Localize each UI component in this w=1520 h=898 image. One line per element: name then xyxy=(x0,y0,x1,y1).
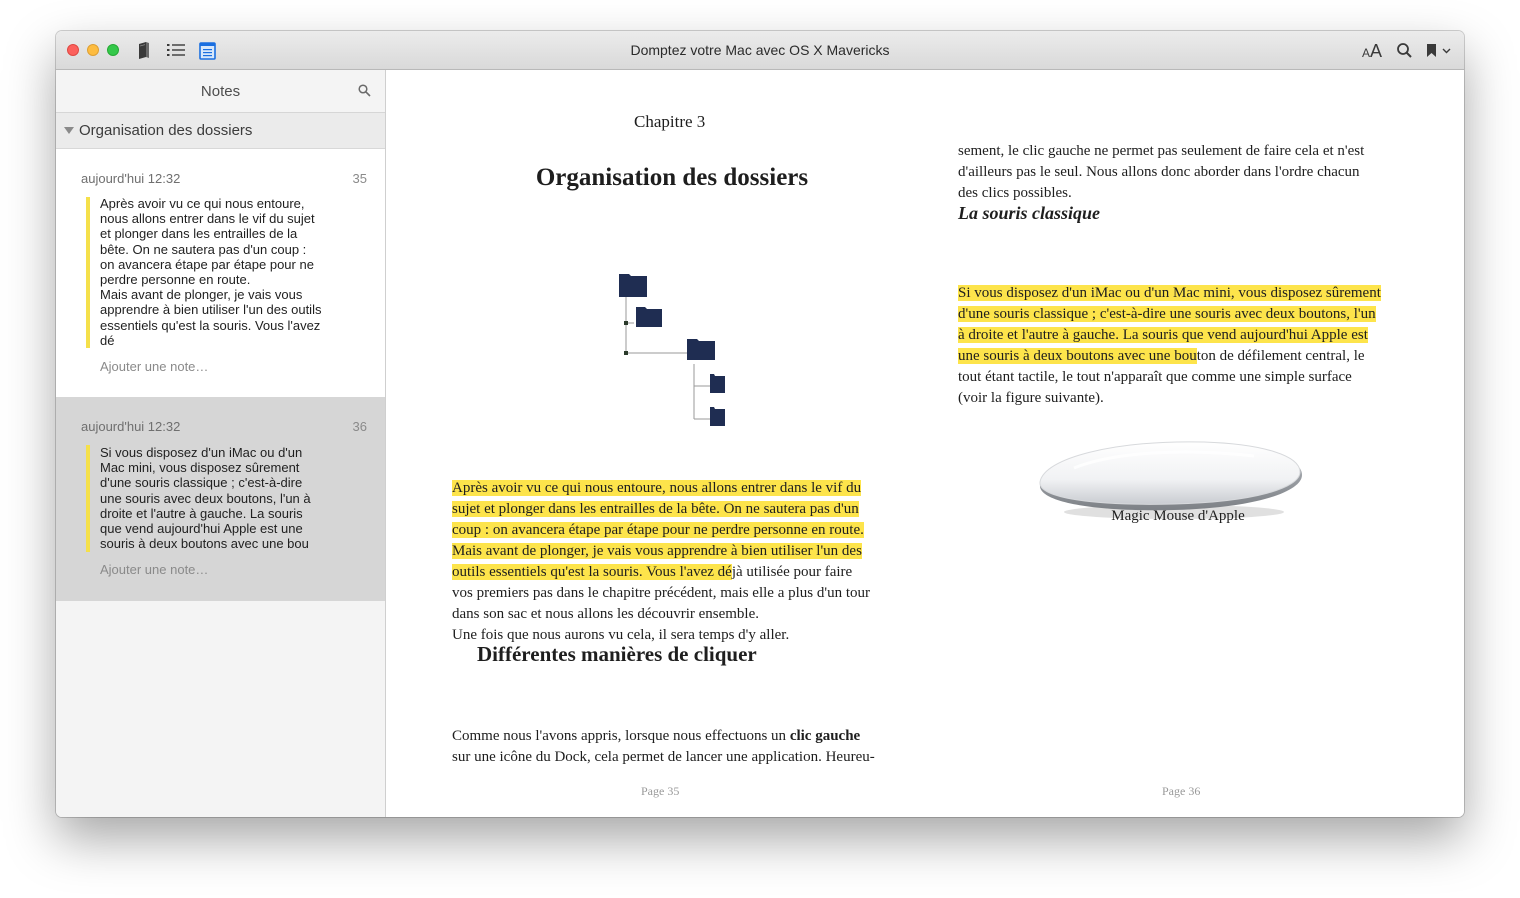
note-line: Mais avant de plonger, je vais vous xyxy=(100,287,303,303)
folder-icon xyxy=(710,407,725,426)
page-number-left: Page 35 xyxy=(641,784,680,798)
sidebar-title: Notes xyxy=(200,83,241,100)
figure-caption: Magic Mouse d'Apple xyxy=(1111,508,1245,524)
note-line: Mac mini, vous disposez sûrement xyxy=(100,460,300,476)
note-line: Si vous disposez d'un iMac ou d'un xyxy=(100,445,303,460)
highlighted-text[interactable]: Après avoir vu ce qui nous entoure, nous allons entrer dans le vif du xyxy=(452,480,862,496)
text-line xyxy=(452,520,892,541)
notes-sidebar xyxy=(56,70,386,817)
note-line: essentiels qu'est la souris. Vous l'avez xyxy=(100,317,321,333)
highlighted-text[interactable]: outils essentiels qu'est la souris. Vous l'avez dé xyxy=(452,564,732,580)
note-line: on avancera étape par étape pour ne xyxy=(100,256,314,272)
chevron-down-icon[interactable] xyxy=(1442,48,1451,54)
chapter-intro-paragraph xyxy=(452,478,892,646)
add-note-field[interactable]: Ajouter une note… xyxy=(100,562,209,577)
search-icon[interactable] xyxy=(1396,42,1413,59)
note-line: et plonger dans les entrailles de la xyxy=(100,226,298,242)
subsection-heading: La souris classique xyxy=(958,203,1101,223)
mouse-paragraph xyxy=(958,283,1398,409)
book-content xyxy=(386,70,1464,817)
note-line: perdre personne en route. xyxy=(100,272,251,288)
highlight-marker xyxy=(86,445,90,552)
disclosure-triangle-icon[interactable] xyxy=(64,127,74,134)
body-paragraph xyxy=(452,726,892,768)
text-span: (voir la figure suivante). xyxy=(958,390,1104,406)
text-line: d'ailleurs pas le seul. Nous allons donc aborder dans l'ordre chacun xyxy=(958,164,1360,180)
app-window xyxy=(56,31,1464,817)
continued-paragraph xyxy=(958,141,1398,204)
font-size-large-label: A xyxy=(1370,41,1383,61)
note-page-number: 36 xyxy=(352,419,367,434)
note-page-number: 35 xyxy=(352,171,367,186)
text-line xyxy=(452,726,892,747)
text-line xyxy=(452,541,892,562)
section-header[interactable] xyxy=(56,113,385,149)
text-span: jà utilisée pour faire xyxy=(731,564,853,580)
text-span: tout étant tactile, le tout n'apparaît que comme une simple surface xyxy=(958,369,1352,385)
note-line: dé xyxy=(100,332,115,348)
folder-tree-figure xyxy=(616,266,726,426)
text-line: des clics possibles. xyxy=(958,185,1072,201)
text-line xyxy=(958,388,1398,409)
text-line xyxy=(958,346,1398,367)
font-size-small-label: A xyxy=(1362,46,1371,60)
bold-term: clic gauche xyxy=(789,728,861,744)
folder-icon xyxy=(636,307,662,327)
note-line: nous allons entrer dans le vif du sujet xyxy=(100,211,315,227)
note-line: souris à deux boutons avec une bou xyxy=(100,536,309,552)
text-line xyxy=(958,325,1398,346)
folder-icon xyxy=(710,374,725,393)
title-bar xyxy=(56,31,1464,70)
folder-icon xyxy=(687,339,715,360)
chapter-label: Chapitre 3 xyxy=(634,112,706,131)
sidebar-search-icon[interactable] xyxy=(358,84,371,97)
window-title: Domptez votre Mac avec OS X Mavericks xyxy=(630,42,890,58)
highlighted-text[interactable]: à droite et l'autre à gauche. La souris que vend aujourd'hui Apple est xyxy=(958,327,1368,343)
text-span: Une fois que nous aurons vu cela, il sera temps d'y aller. xyxy=(452,627,790,643)
note-line: Après avoir vu ce qui nous entoure, xyxy=(100,196,305,211)
sidebar-header xyxy=(56,70,385,113)
text-line xyxy=(452,499,892,520)
text-line xyxy=(958,367,1398,388)
text-span: Comme nous l'avons appris, lorsque nous effectuons un xyxy=(452,728,790,744)
section-title: Organisation des dossiers xyxy=(79,122,253,139)
page-number-right: Page 36 xyxy=(1162,784,1201,798)
note-line: d'une souris classique ; c'est-à-dire xyxy=(100,475,303,491)
note-date: aujourd'hui 12:32 xyxy=(81,171,181,186)
note-date: aujourd'hui 12:32 xyxy=(81,419,181,434)
text-line xyxy=(958,304,1398,325)
highlighted-text[interactable]: Mais avant de plonger, je vais vous apprendre à bien utiliser l'un des xyxy=(452,543,862,559)
highlighted-text[interactable]: sujet et plonger dans les entrailles de la bête. On ne sautera pas d'un xyxy=(452,501,859,517)
text-line xyxy=(958,283,1398,304)
text-span: dans son sac et nous allons les découvrir ensemble. xyxy=(452,606,760,622)
note-item[interactable] xyxy=(56,397,385,601)
note-line: bête. On ne sautera pas d'un coup : xyxy=(100,241,307,257)
font-size-icon[interactable] xyxy=(1362,41,1382,61)
note-quote xyxy=(100,196,332,348)
note-line: que vend aujourd'hui Apple est une xyxy=(100,521,303,537)
text-line xyxy=(452,583,892,604)
folder-icon xyxy=(619,274,647,297)
text-line: sur une icône du Dock, cela permet de lancer une application. Heureu- xyxy=(452,749,875,765)
text-line xyxy=(452,562,892,583)
note-line: une souris avec deux boutons, l'un à xyxy=(100,490,311,506)
text-span: ton de défilement central, le xyxy=(1196,348,1365,364)
add-note-field[interactable]: Ajouter une note… xyxy=(100,359,209,374)
note-quote xyxy=(100,445,332,551)
section-heading: Différentes manières de cliquer xyxy=(477,642,757,666)
chapter-heading: Organisation des dossiers xyxy=(535,164,809,191)
note-line: droite et l'autre à gauche. La souris xyxy=(100,505,303,521)
text-line xyxy=(452,478,892,499)
text-span: vos premiers pas dans le chapitre précédent, mais elle a plus d'un tour xyxy=(452,585,870,601)
highlight-marker xyxy=(86,197,90,348)
note-line: apprendre à bien utiliser l'un des outils xyxy=(100,302,322,318)
text-line xyxy=(452,604,892,625)
highlighted-text[interactable]: coup : on avancera étape par étape pour ne perdre personne en route. xyxy=(452,522,864,538)
highlighted-text[interactable]: une souris à deux boutons avec une bou xyxy=(958,348,1197,364)
text-line: sement, le clic gauche ne permet pas seulement de faire cela et n'est xyxy=(958,143,1365,159)
highlighted-text[interactable]: Si vous disposez d'un iMac ou d'un Mac mini, vous disposez sûrement xyxy=(958,285,1381,301)
bookmark-icon[interactable] xyxy=(1426,43,1438,58)
note-item[interactable] xyxy=(56,149,385,397)
highlighted-text[interactable]: d'une souris classique ; c'est-à-dire une souris avec deux boutons, l'un xyxy=(958,306,1376,322)
